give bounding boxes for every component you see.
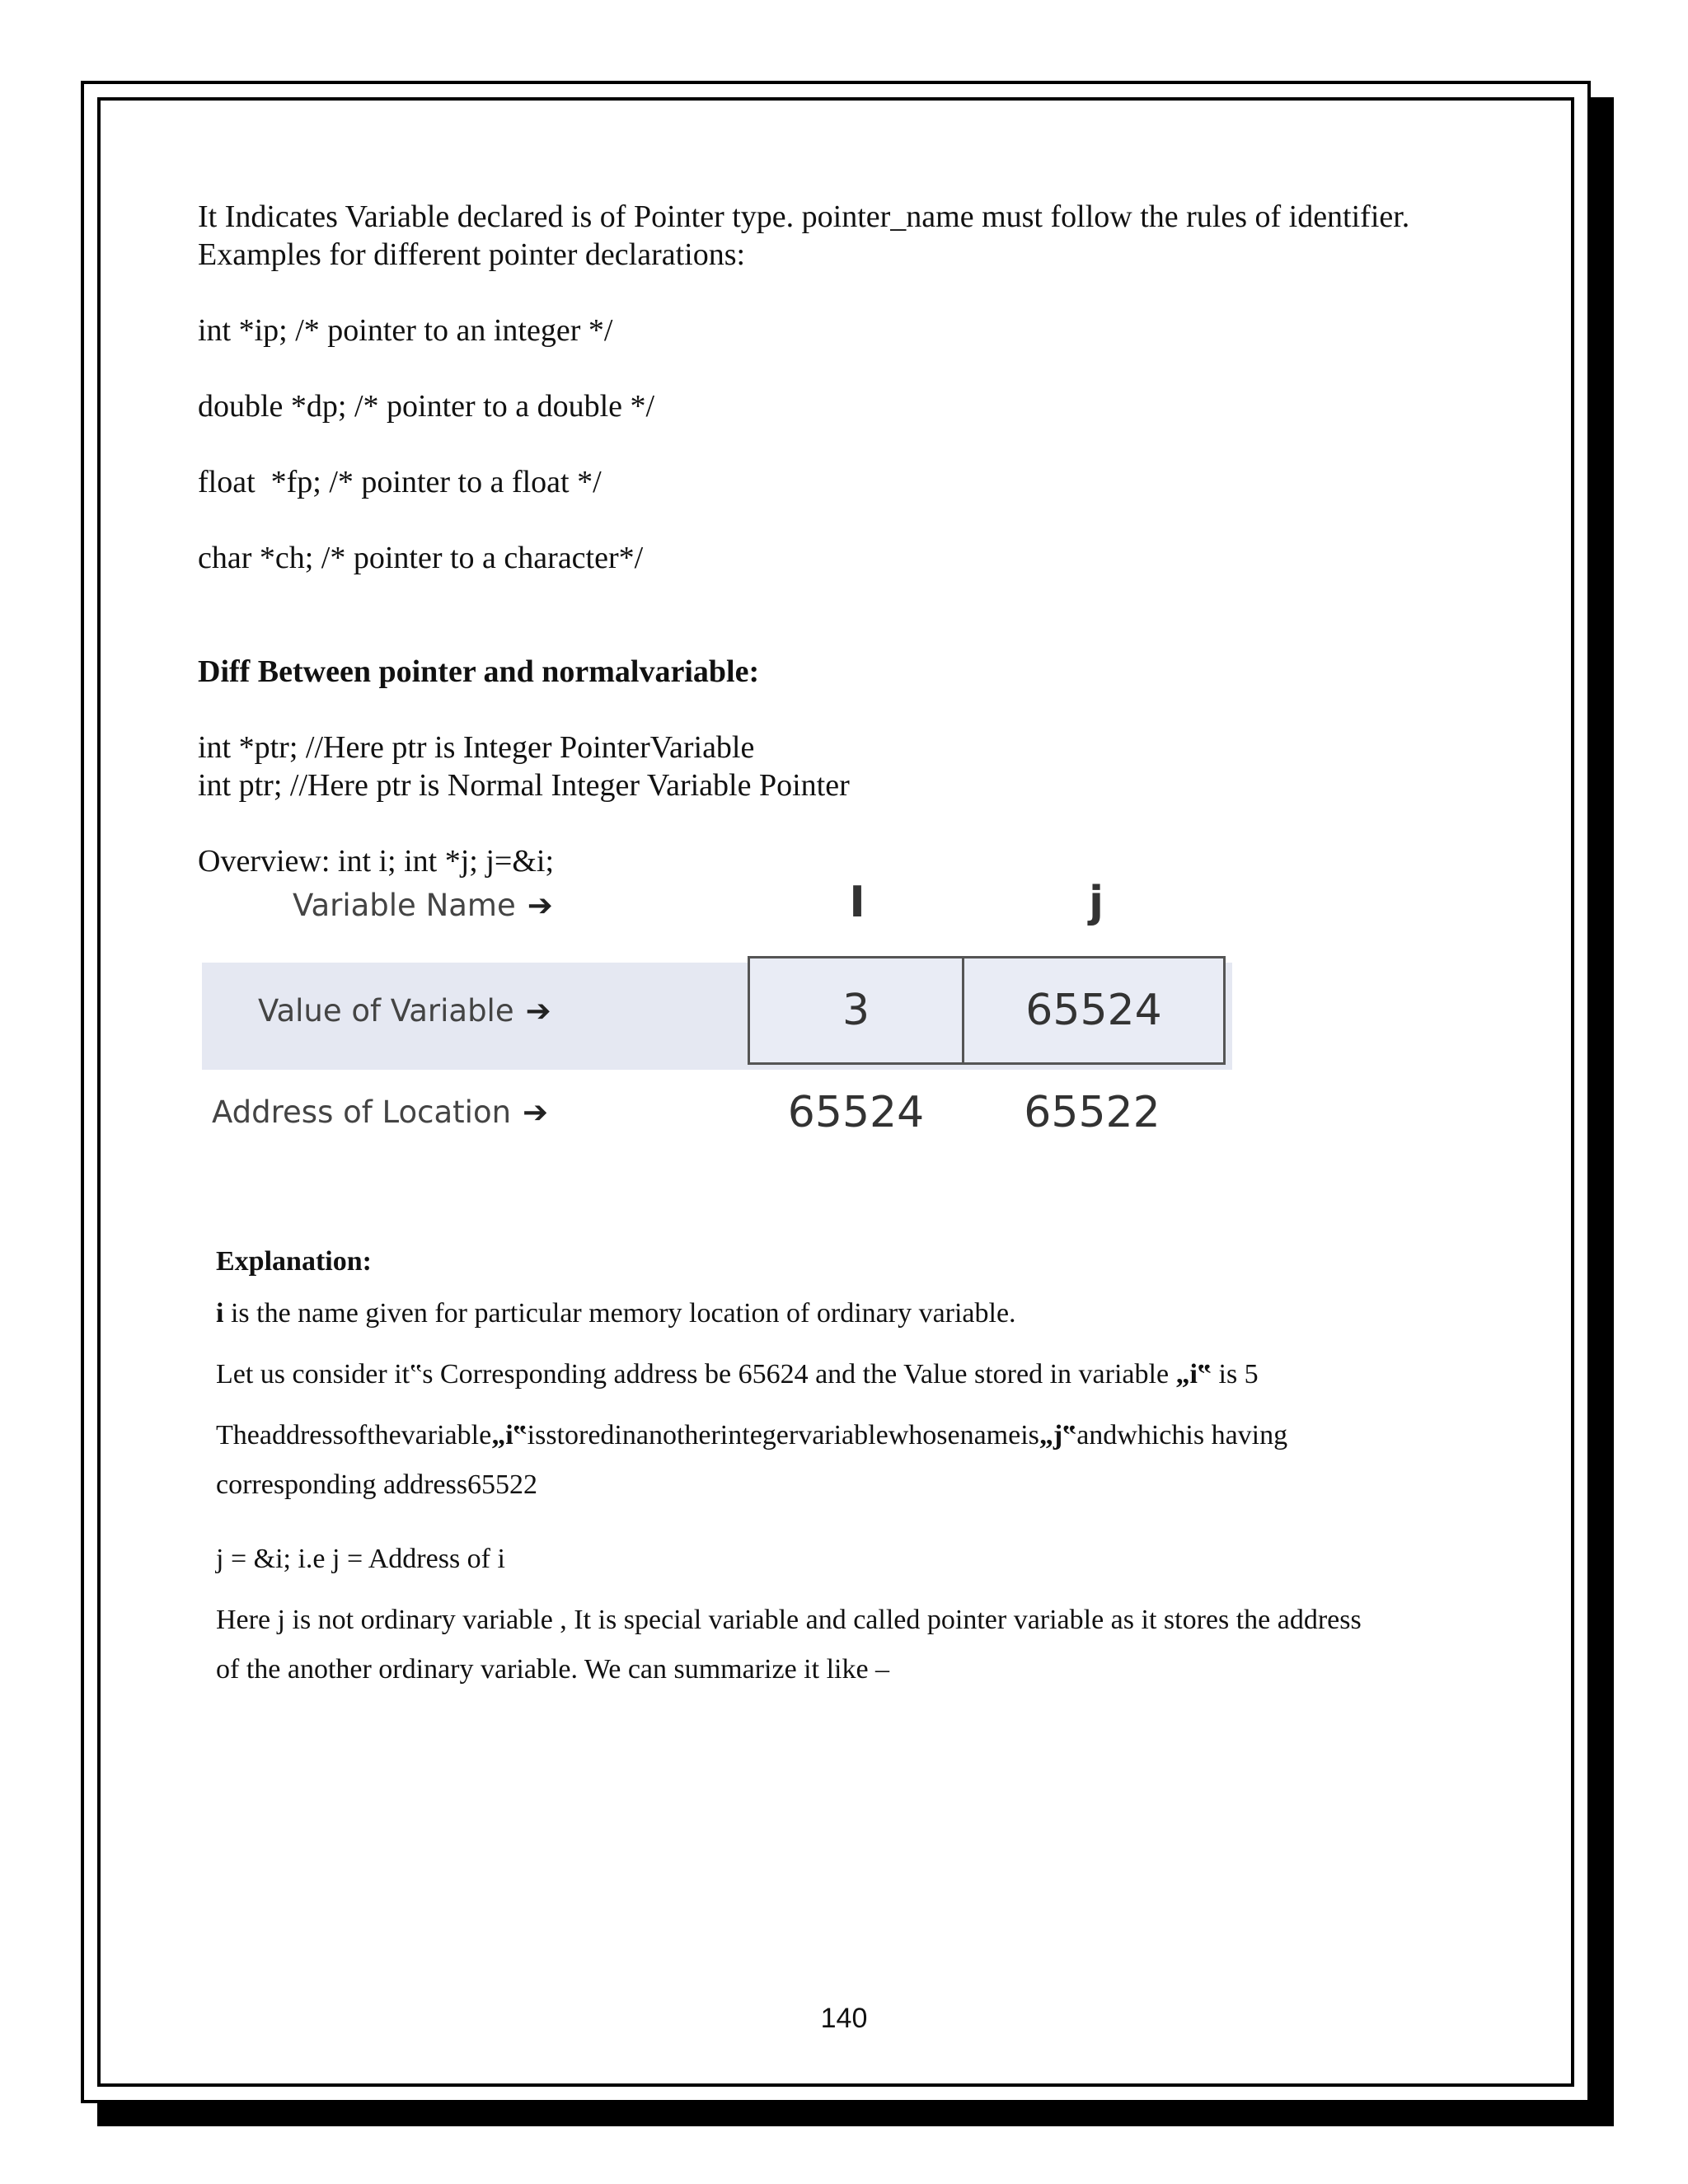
variable-name-label: Variable Name ➔	[293, 888, 553, 923]
main-content	[198, 198, 1500, 880]
overview-line: Overview: int i; int *j; j=&i;	[198, 844, 555, 879]
explanation-heading: Explanation:	[216, 1246, 372, 1277]
intro-line-2: Examples for different pointer declarations:	[198, 237, 746, 272]
diff-line-1: int *ptr; //Here ptr is Integer PointerVariable	[198, 730, 755, 765]
declaration-double: double *dp; /* pointer to a double */	[198, 389, 655, 424]
explanation-paragraph-2: Let us consider it‟s Corresponding address be 65624 and the Value stored in variable „i‟ is 5	[216, 1359, 1259, 1390]
explanation-paragraph-1: i is the name given for particular memory location of ordinary variable.	[216, 1298, 1016, 1329]
explanation-paragraph-5-line-1: Here j is not ordinary variable , It is special variable and called pointer variable as it stores the address	[216, 1605, 1362, 1635]
intro-line-1: It Indicates Variable declared is of Pointer type. pointer_name must follow the rules of identifier.	[198, 199, 1410, 234]
arrow-right-icon: ➔	[523, 1094, 549, 1130]
explanation-paragraph-3-line-2: corresponding address65522	[216, 1469, 537, 1500]
address-of-location-label: Address of Location ➔	[212, 1094, 549, 1130]
explanation-paragraph-5-line-2: of the another ordinary variable. We can summarize it like –	[216, 1654, 890, 1685]
pointer-memory-diagram	[202, 878, 1240, 1158]
var-j-name: j	[1089, 878, 1104, 927]
declaration-int: int *ip; /* pointer to an integer */	[198, 313, 613, 348]
explanation-paragraph-3: Theaddressofthevariable„i‟isstoredinanotherintegervariablewhosenameis„j‟andwhichis having	[216, 1420, 1288, 1451]
var-i-value-cell: 3	[748, 956, 964, 1065]
explanation-section	[216, 1243, 1502, 1694]
diff-heading: Diff Between pointer and normalvariable:	[198, 654, 760, 689]
var-i-name: I	[849, 878, 865, 927]
arrow-right-icon: ➔	[527, 888, 553, 923]
page-number: 140	[820, 2003, 868, 2034]
var-j-address: 65522	[1024, 1088, 1160, 1137]
var-i-address: 65524	[787, 1088, 925, 1137]
diff-line-2: int ptr; //Here ptr is Normal Integer Variable Pointer	[198, 768, 850, 803]
declaration-char: char *ch; /* pointer to a character*/	[198, 541, 644, 575]
value-of-variable-label: Value of Variable ➔	[258, 993, 551, 1029]
var-j-value-cell: 65524	[962, 956, 1226, 1065]
explanation-paragraph-4: j = &i; i.e j = Address of i	[216, 1544, 505, 1574]
arrow-right-icon: ➔	[525, 993, 551, 1029]
declaration-float: float *fp; /* pointer to a float */	[198, 465, 602, 499]
